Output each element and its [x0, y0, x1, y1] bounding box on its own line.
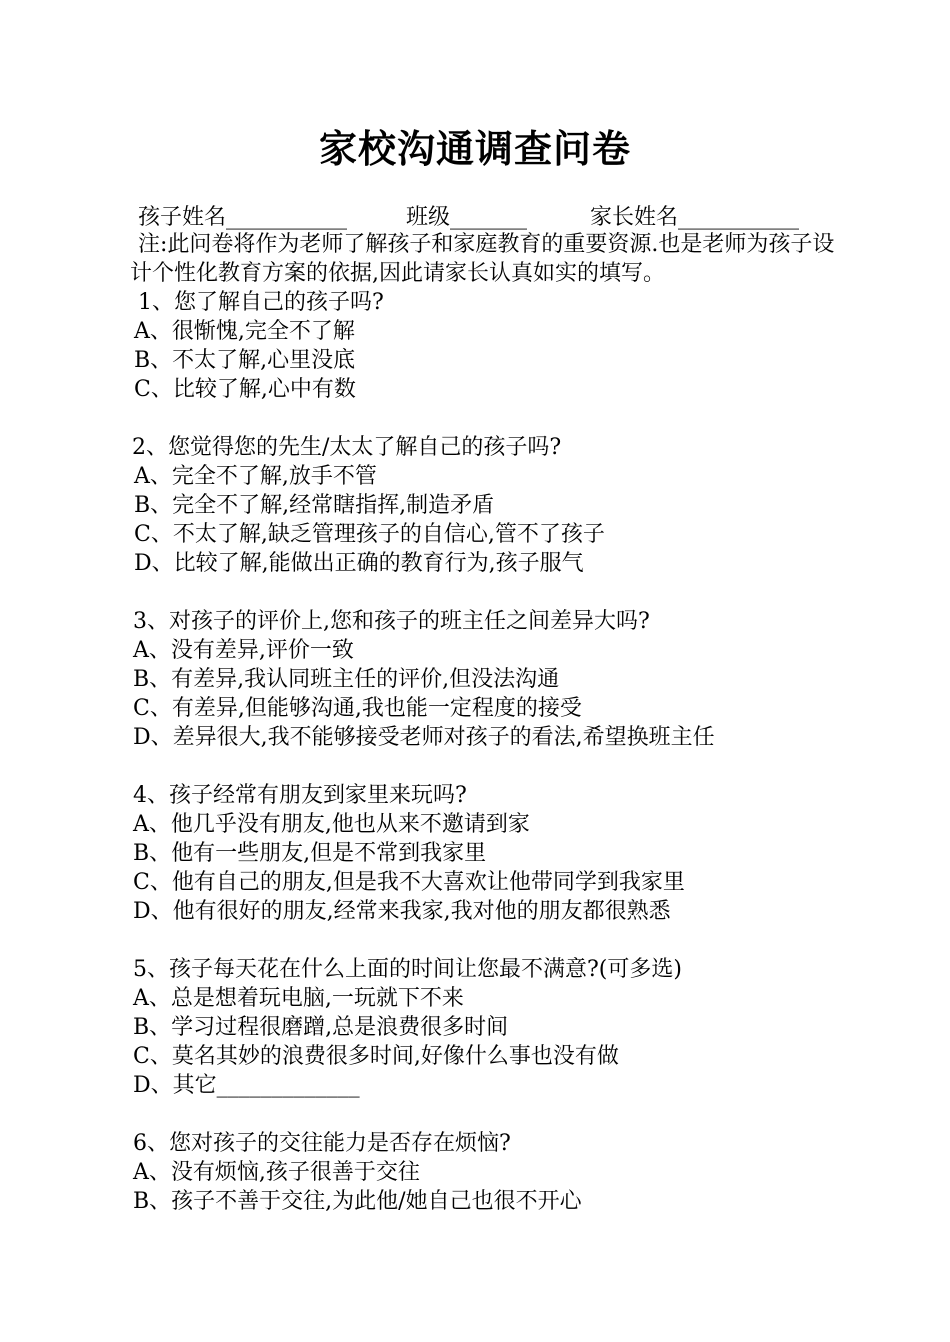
page-title: 家校沟通调查问卷 — [318, 127, 631, 171]
option-item: B、他有一些朋友,但是不常到我家里 — [133, 841, 487, 866]
option-item: D、差异很大,我不能够接受老师对孩子的看法,希望换班主任 — [133, 725, 715, 750]
question-5 — [130, 955, 850, 1100]
option-item: A、总是想着玩电脑,一玩就下不来 — [133, 986, 464, 1011]
option-item: B、孩子不善于交往,为此他/她自己也很不开心 — [133, 1189, 582, 1214]
option-item: A、没有差异,评价一致 — [133, 638, 354, 663]
option-item: A、完全不了解,放手不管 — [134, 464, 377, 489]
option-item: B、有差异,我认同班主任的评价,但没法沟通 — [133, 667, 560, 692]
spacer — [130, 404, 850, 433]
option-item: A、很惭愧,完全不了解 — [134, 319, 355, 344]
question-3 — [130, 607, 850, 752]
question-stem: 1、您了解自己的孩子吗? — [138, 290, 384, 315]
question-4 — [130, 781, 850, 926]
question-stem: 6、您对孩子的交往能力是否存在烦恼? — [133, 1131, 511, 1156]
option-item: C、比较了解,心中有数 — [134, 377, 356, 402]
question-6 — [130, 1129, 850, 1216]
question-1 — [130, 288, 850, 404]
option-item: C、有差异,但能够沟通,我也能一定程度的接受 — [133, 696, 582, 721]
spacer — [130, 578, 850, 607]
option-item: D、比较了解,能做出正确的教育行为,孩子服气 — [134, 551, 584, 576]
question-stem: 4、孩子经常有朋友到家里来玩吗? — [133, 783, 467, 808]
class-field: 班级_______ — [406, 205, 528, 230]
spacer — [130, 752, 850, 781]
option-item: D、其它_____________ — [133, 1073, 360, 1098]
option-item: A、没有烦恼,孩子很善于交往 — [133, 1160, 420, 1185]
option-item: D、他有很好的朋友,经常来我家,我对他的朋友都很熟悉 — [133, 899, 671, 924]
option-item: B、完全不了解,经常瞎指挥,制造矛盾 — [134, 493, 495, 518]
question-stem: 2、您觉得您的先生/太太了解自己的孩子吗? — [132, 435, 562, 460]
question-stem: 5、孩子每天花在什么上面的时间让您最不满意?(可多选) — [133, 957, 682, 982]
option-item: C、莫名其妙的浪费很多时间,好像什么事也没有做 — [133, 1044, 619, 1069]
questionnaire-body — [130, 230, 850, 1216]
option-item: C、他有自己的朋友,但是我不大喜欢让他带同学到我家里 — [133, 870, 685, 895]
question-stem: 3、对孩子的评价上,您和孩子的班主任之间差异大吗? — [133, 609, 650, 634]
option-item: C、不太了解,缺乏管理孩子的自信心,管不了孩子 — [134, 522, 605, 547]
child-name-field: 孩子姓名___________ — [138, 205, 348, 230]
option-item: B、学习过程很磨蹭,总是浪费很多时间 — [133, 1015, 509, 1040]
parent-name-field: 家长姓名___________ — [590, 205, 800, 230]
question-2 — [130, 433, 850, 578]
option-item: A、他几乎没有朋友,他也从来不邀请到家 — [133, 812, 530, 837]
option-item: B、不太了解,心里没底 — [134, 348, 356, 373]
note-paragraph: 注:此问卷将作为老师了解孩子和家庭教育的重要资源.也是老师为孩子设计个性化教育方案的依据,因此请家长认真如实的填写。 — [130, 232, 835, 286]
spacer — [130, 1100, 850, 1129]
spacer — [130, 926, 850, 955]
